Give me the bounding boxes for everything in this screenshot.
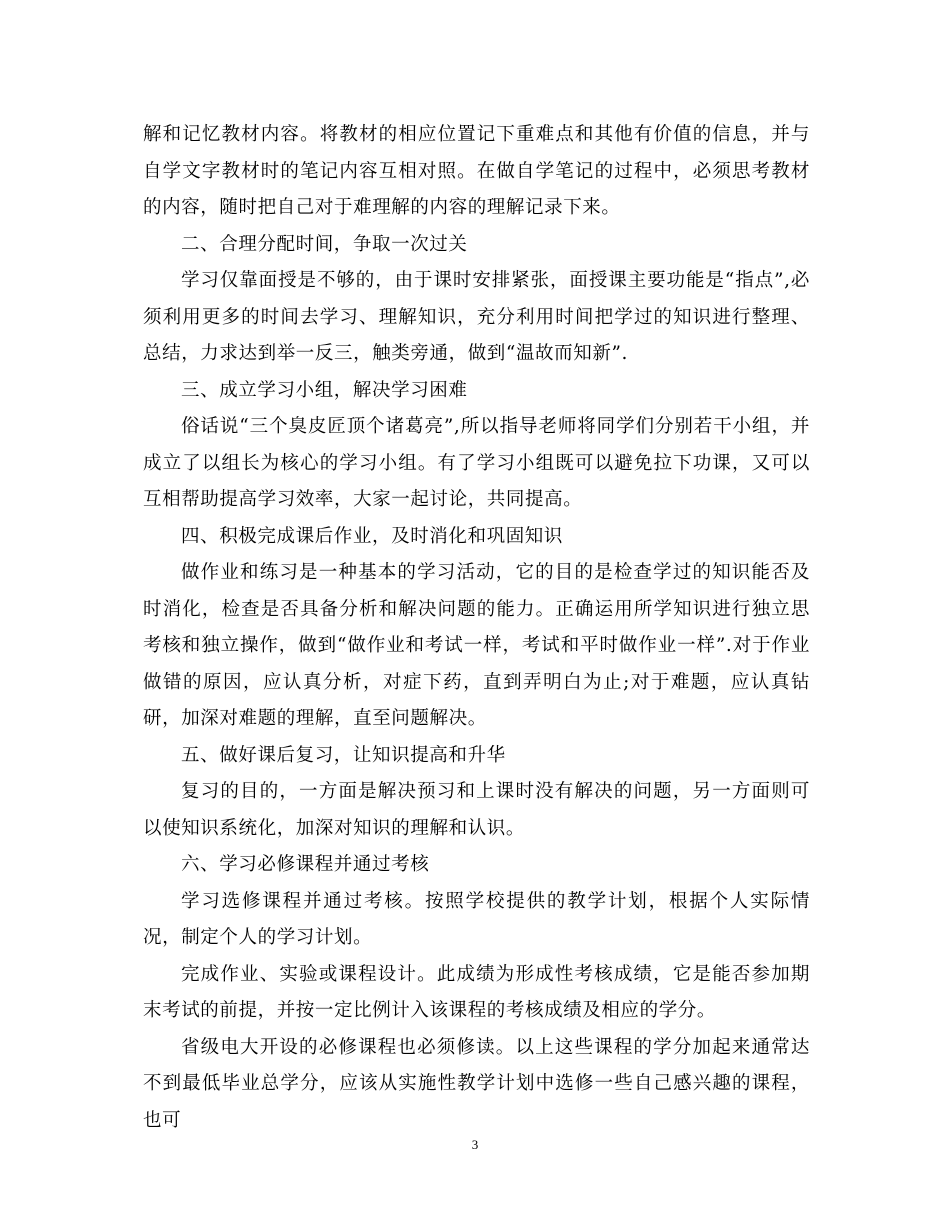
paragraph: 省级电大开设的必修课程也必须修读。以上这些课程的学分加起来通常达不到最低毕业总学分，应该从实施性教学计划中选修一些自己感兴趣的课程，也可 <box>143 1036 810 1131</box>
paragraph: 复习的目的，一方面是解决预习和上课时没有解决的问题，另一方面则可以使知识系统化，加深对知识的理解和认识。 <box>143 781 810 839</box>
paragraph: 三、成立学习小组，解决学习困难 <box>181 379 468 401</box>
paragraph: 四、积极完成课后作业，及时消化和巩固知识 <box>181 525 564 547</box>
paragraph: 解和记忆教材内容。将教材的相应位置记下重难点和其他有价值的信息，并与自学文字教材时的笔记内容互相对照。在做自学笔记的过程中，必须思考教材的内容，随时把自己对于难理解的内容的理解记录下来。 <box>143 124 810 218</box>
paragraph: 五、做好课后复习，让知识提高和升华 <box>181 744 506 766</box>
page-number: 3 <box>471 1137 479 1152</box>
paragraph: 二、合理分配时间，争取一次过关 <box>181 233 468 255</box>
paragraph: 六、学习必修课程并通过考核 <box>181 854 430 875</box>
paragraph: 学习选修课程并通过考核。按照学校提供的教学计划，根据个人实际情况，制定个人的学习计划。 <box>143 890 810 948</box>
paragraph: 完成作业、实验或课程设计。此成绩为形成性考核成绩，它是能否参加期末考试的前提，并按一定比例计入该课程的考核成绩及相应的学分。 <box>143 963 810 1021</box>
document-body <box>143 117 810 1139</box>
paragraph: 俗话说“三个臭皮匠顶个诸葛亮”,所以指导老师将同学们分别若干小组，并成立了以组长为核心的学习小组。有了学习小组既可以避免拉下功课，又可以互相帮助提高学习效率，大家一起讨论，共同提高。 <box>143 416 810 510</box>
paragraph: 学习仅靠面授是不够的，由于课时安排紧张，面授课主要功能是“指点”,必须利用更多的时间去学习、理解知识，充分利用时间把学过的知识进行整理、总结，力求达到举一反三，触类旁通，做到“温故而知新”. <box>143 270 810 364</box>
paragraph: 做作业和练习是一种基本的学习活动，它的目的是检查学过的知识能否及时消化，检查是否具备分析和解决问题的能力。正确运用所学知识进行独立思考核和独立操作，做到“做作业和考试一样，考试和平时做作业一样”.对于作业做错的原因，应认真分析，对症下药，直到弄明白为止;对于难题，应认真钻研，加深对难题的理解，直至问题解决。 <box>143 562 810 729</box>
